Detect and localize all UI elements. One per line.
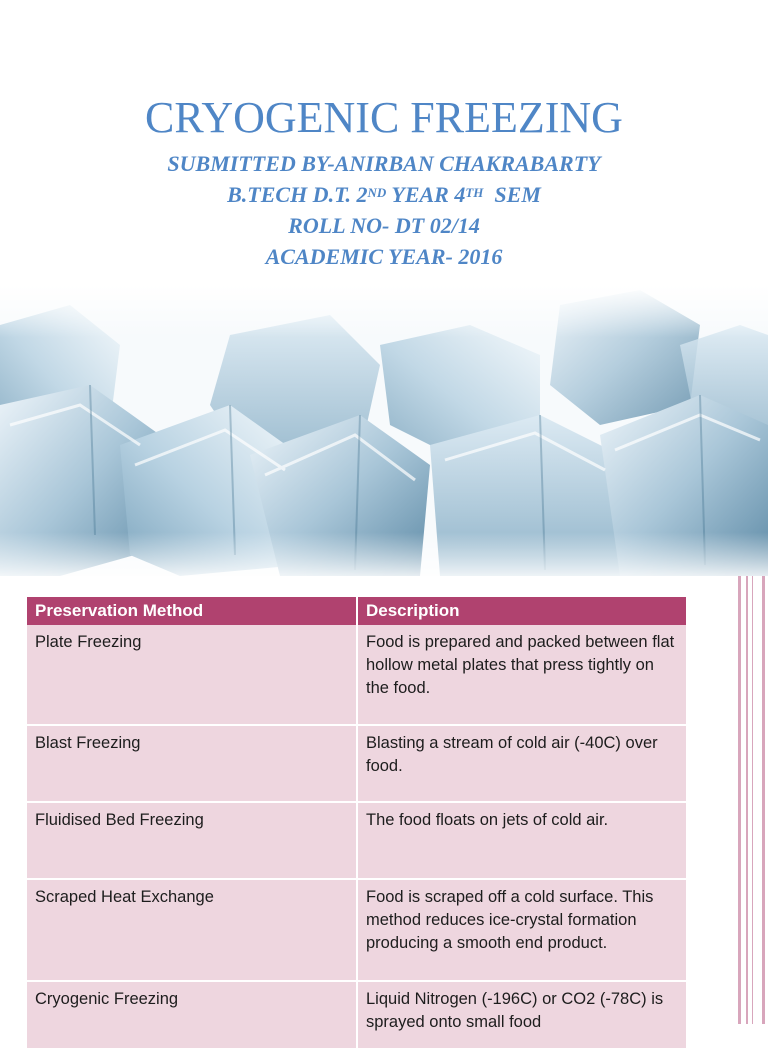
roll-number-line: ROLL NO- DT 02/14: [288, 213, 480, 238]
course-sup-2: TH: [465, 185, 484, 200]
column-header: Preservation Method: [27, 597, 357, 625]
decorative-rule: [746, 576, 748, 1024]
method-cell: Fluidised Bed Freezing: [27, 802, 357, 879]
description-cell: Food is prepared and packed between flat hollow metal plates that press tightly on the food.: [357, 625, 687, 725]
description-cell: Food is scraped off a cold surface. This method reduces ice-crystal formation producing a smooth end product.: [357, 879, 687, 981]
method-cell: Blast Freezing: [27, 725, 357, 802]
table-row: [27, 625, 687, 725]
table-row: [27, 879, 687, 981]
decorative-rule: [762, 576, 765, 1024]
course-part-1: B.TECH D.T. 2: [227, 182, 368, 207]
method-cell: Plate Freezing: [27, 625, 357, 725]
course-sup-1: ND: [367, 185, 387, 200]
description-cell: Blasting a stream of cold air (-40C) over food.: [357, 725, 687, 802]
slide-title: CRYOGENIC FREEZING: [145, 93, 623, 142]
table-row: [27, 981, 687, 1049]
table-slide: [0, 576, 768, 1031]
ice-cubes-image: [0, 285, 768, 576]
description-cell: The food floats on jets of cold air.: [357, 802, 687, 879]
column-header: Description: [357, 597, 687, 625]
table-row: [27, 725, 687, 802]
method-cell: Scraped Heat Exchange: [27, 879, 357, 981]
table-header-row: [27, 597, 687, 625]
decorative-rule: [738, 576, 741, 1024]
preservation-methods-table: [27, 597, 688, 1050]
course-line: [0, 179, 768, 210]
course-part-2: YEAR 4: [386, 182, 466, 207]
submitted-by-line: SUBMITTED BY-ANIRBAN CHAKRABARTY: [167, 151, 601, 176]
description-cell: Liquid Nitrogen (-196C) or CO2 (-78C) is sprayed onto small food: [357, 981, 687, 1049]
table-row: [27, 802, 687, 879]
course-part-3: SEM: [483, 182, 541, 207]
academic-year-line: ACADEMIC YEAR- 2016: [265, 244, 503, 269]
method-cell: Cryogenic Freezing: [27, 981, 357, 1049]
title-block: [0, 88, 768, 272]
decorative-rule: [752, 576, 753, 1024]
